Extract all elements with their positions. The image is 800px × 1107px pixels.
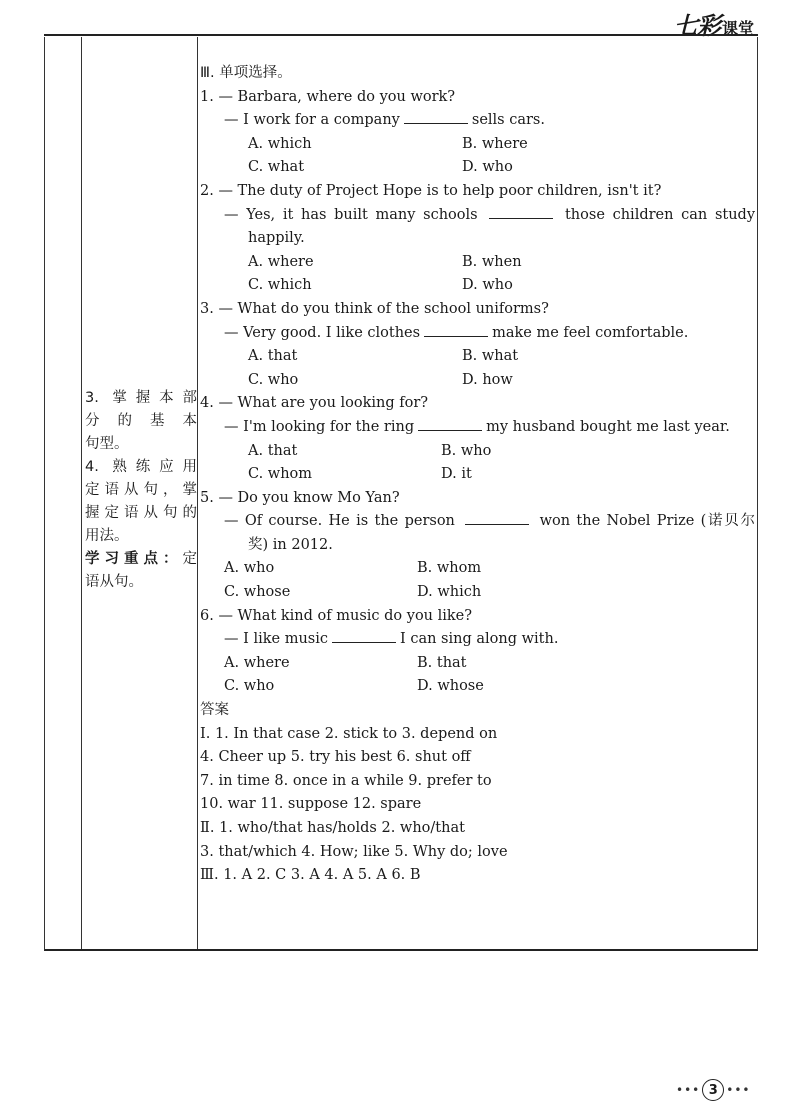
answers-title: 答案 (200, 702, 229, 719)
dots-right-icon: ••• (726, 1083, 751, 1097)
answer-blank (418, 418, 482, 431)
options-row: A. which B. where (248, 135, 528, 152)
goal-line: 定语从句，掌 (85, 482, 197, 498)
focus-label: 学习重点： (85, 551, 183, 567)
exercise-content (200, 62, 755, 888)
goal-line: 4. 熟练应用 (85, 459, 197, 475)
answer-line: — Of course. He is the person won the Nobel Prize (诺贝尔 (224, 513, 755, 530)
answer-blank (424, 324, 488, 337)
question-2: 2. — The duty of Project Hope is to help poor children, isn't it? (200, 182, 662, 199)
options-row: A. who B. whom (224, 560, 482, 577)
learning-goals-cell (85, 387, 197, 594)
goal-line: 3. 掌握本部 (85, 390, 197, 406)
answer-line: — Yes, it has built many schools those children can study (224, 206, 756, 223)
answer-key-line: 10. war 11. suppose 12. spare (200, 796, 422, 813)
answer-key-line: 4. Cheer up 5. try his best 6. shut off (200, 749, 471, 766)
focus-line: 学习重点：定 (85, 551, 197, 567)
answer-blank (332, 630, 396, 643)
options-row: A. that B. what (248, 348, 519, 365)
answer-key-line: 3. that/which 4. How; like 5. Why do; love (200, 843, 508, 860)
focus-line-2: 语从句。 (85, 574, 143, 590)
brand-logo-mark: 七彩 (673, 11, 720, 40)
options-row: C. who D. whose (224, 678, 484, 695)
answer-blank (404, 111, 468, 124)
column-divider-1 (81, 37, 82, 949)
goal-line: 用法。 (85, 528, 129, 544)
dots-left-icon: ••• (676, 1083, 701, 1097)
goal-line: 句型。 (85, 436, 129, 452)
answer-line: — I'm looking for the ring my husband bought me last year. (224, 418, 730, 435)
answer-key-line: Ⅰ. 1. In that case 2. stick to 3. depend on (200, 725, 498, 742)
options-row: A. where B. that (224, 654, 467, 671)
options-row: C. whose D. which (224, 584, 482, 601)
options-row: C. who D. how (248, 371, 513, 388)
page-number-badge (676, 1079, 750, 1101)
answer-key-line: 7. in time 8. once in a while 9. prefer to (200, 772, 492, 789)
options-row: C. whom D. it (248, 466, 472, 483)
answer-continuation: happily. (248, 230, 305, 247)
options-row: A. where B. when (248, 253, 522, 270)
options-row: A. that B. who (248, 442, 492, 459)
answer-continuation: 奖) in 2012. (248, 536, 333, 553)
answer-key-line: Ⅲ. 1. A 2. C 3. A 4. A 5. A 6. B (200, 867, 421, 884)
answer-line: — I like music I can sing along with. (224, 631, 559, 648)
answer-line: — Very good. I like clothes make me feel comfortable. (224, 324, 689, 341)
options-row: C. what D. who (248, 159, 513, 176)
column-divider-2 (197, 37, 198, 949)
question-1: 1. — Barbara, where do you work? (200, 88, 456, 105)
section-title: Ⅲ. 单项选择。 (200, 65, 292, 81)
question-4: 4. — What are you looking for? (200, 395, 429, 412)
question-6: 6. — What kind of music do you like? (200, 607, 473, 624)
answer-blank (489, 206, 553, 219)
question-3: 3. — What do you think of the school uniforms? (200, 300, 549, 317)
answer-blank (465, 512, 529, 525)
answer-key-line: Ⅱ. 1. who/that has/holds 2. who/that (200, 820, 465, 836)
goal-line: 分 的 基 本 (85, 413, 197, 429)
question-5: 5. — Do you know Mo Yan? (200, 489, 400, 506)
page-number: 3 (702, 1079, 724, 1101)
brand-logo-text: 课堂 (721, 19, 754, 38)
header-rule (44, 34, 758, 36)
answer-line: — I work for a company sells cars. (224, 112, 545, 129)
options-row: C. which D. who (248, 277, 513, 294)
goal-line: 握定语从句的 (85, 505, 197, 521)
